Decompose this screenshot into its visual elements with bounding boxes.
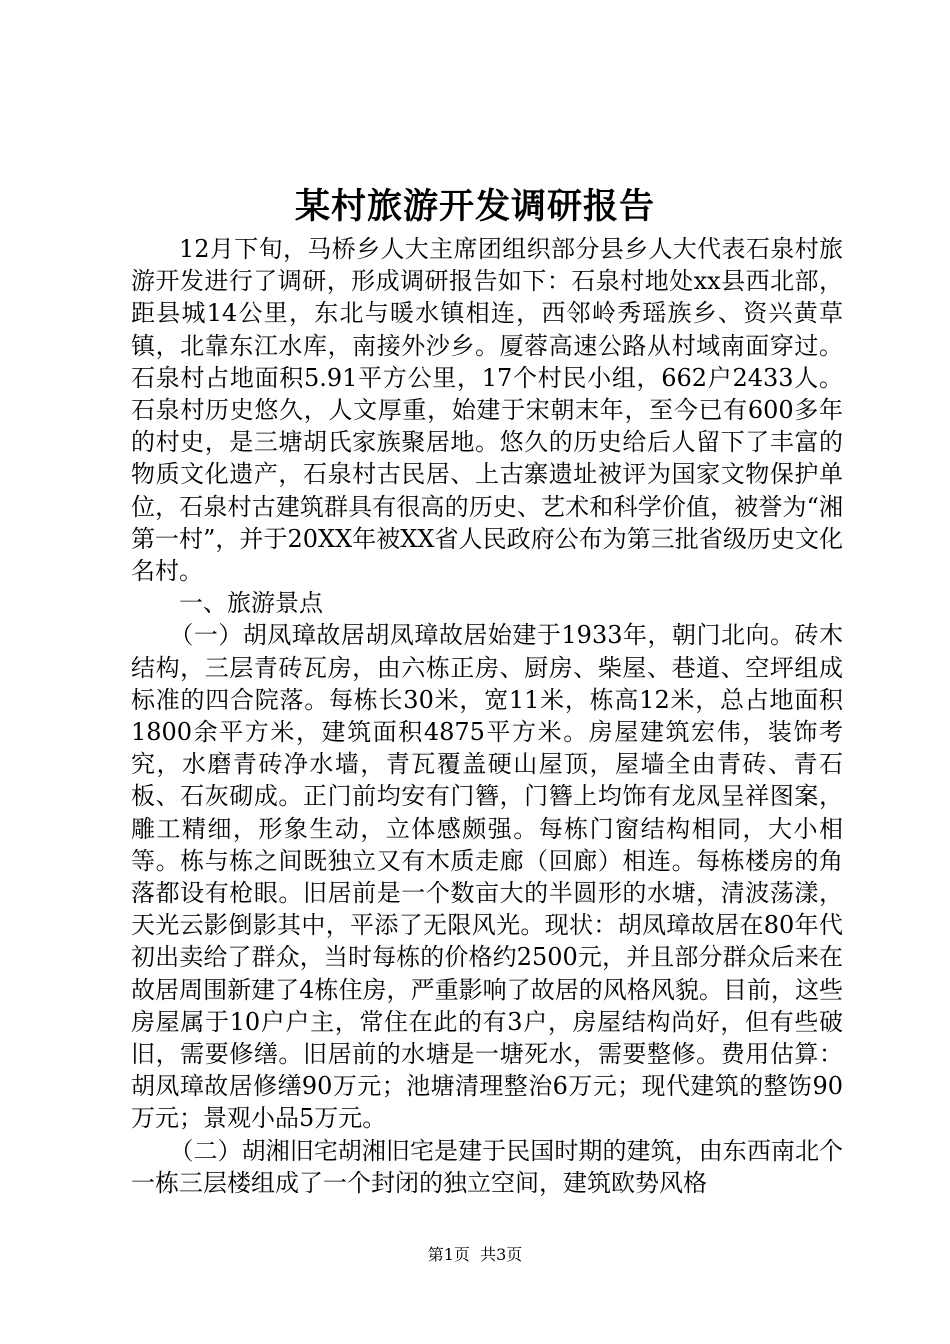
section-heading-scenic-spots: 一、旅游景点: [179, 589, 323, 618]
subsection-paragraph-hu-xiang-house: （二）胡湘旧宅胡湘旧宅是建于民国时期的建筑，由东西南北个一栋三层楼组成了一个封闭的独立空间，建筑欧势风格: [131, 1136, 843, 1197]
intro-paragraph: 12月下旬，马桥乡人大主席团组织部分县乡人大代表石泉村旅游开发进行了调研，形成调研报告如下：石泉村地处xx县西北部，距县城14公里，东北与暖水镇相连，西邻岭秀瑶族乡、资兴黄草镇，北靠东江水库，南接外沙乡。厦蓉高速公路从村域南面穿过。石泉村占地面积5.91平方公里，17个村民小组，662户2433人。石泉村历史悠久，人文厚重，始建于宋朝末年，至今已有600多年的村史，是三塘胡氏家族聚居地。悠久的历史给后人留下了丰富的物质文化遗产，石泉村古民居、上古寨遗址被评为国家文物保护单位，石泉村古建筑群具有很高的历史、艺术和科学价值，被誉为“湘第一村”，并于20XX年被XX省人民政府公布为第三批省级历史文化名村。: [131, 235, 843, 586]
document-body: [131, 233, 843, 1199]
page-footer: [0, 1243, 950, 1267]
document-title: 某村旅游开发调研报告: [294, 186, 655, 227]
page-number-label: 第1页 共3页: [427, 1245, 523, 1264]
subsection-paragraph-hu-fengzhang-residence: （一）胡凤璋故居胡凤璋故居始建于1933年，朝门北向。砖木结构，三层青砖瓦房，由六栋正房、厨房、柴屋、巷道、空坪组成标准的四合院落。每栋长30米，宽11米，栋高12米，总占地面积1800余平方米，建筑面积4875平方米。房屋建筑宏伟，装饰考究，水磨青砖净水墙，青瓦覆盖硬山屋顶，屋墙全由青砖、青石板、石灰砌成。正门前均安有门簪，门簪上均饰有龙凤呈祥图案，雕工精细，形象生动，立体感颇强。每栋门窗结构相同，大小相等。栋与栋之间既独立又有木质走廊（回廊）相连。每栋楼房的角落都设有枪眼。旧居前是一个数亩大的半圆形的水塘，清波荡漾，天光云影倒影其中，平添了无限风光。现状：胡凤璋故居在80年代初出卖给了群众，当时每栋的价格约2500元，并且部分群众后来在故居周围新建了4栋住房，严重影响了故居的风格风貌。目前，这些房屋属于10户户主，常住在此的有3户，房屋结构尚好，但有些破旧，需要修缮。旧居前的水塘是一塘死水，需要整修。费用估算：胡凤璋故居修缮90万元；池塘清理整治6万元；现代建筑的整饬90万元；景观小品5万元。: [131, 621, 843, 1133]
